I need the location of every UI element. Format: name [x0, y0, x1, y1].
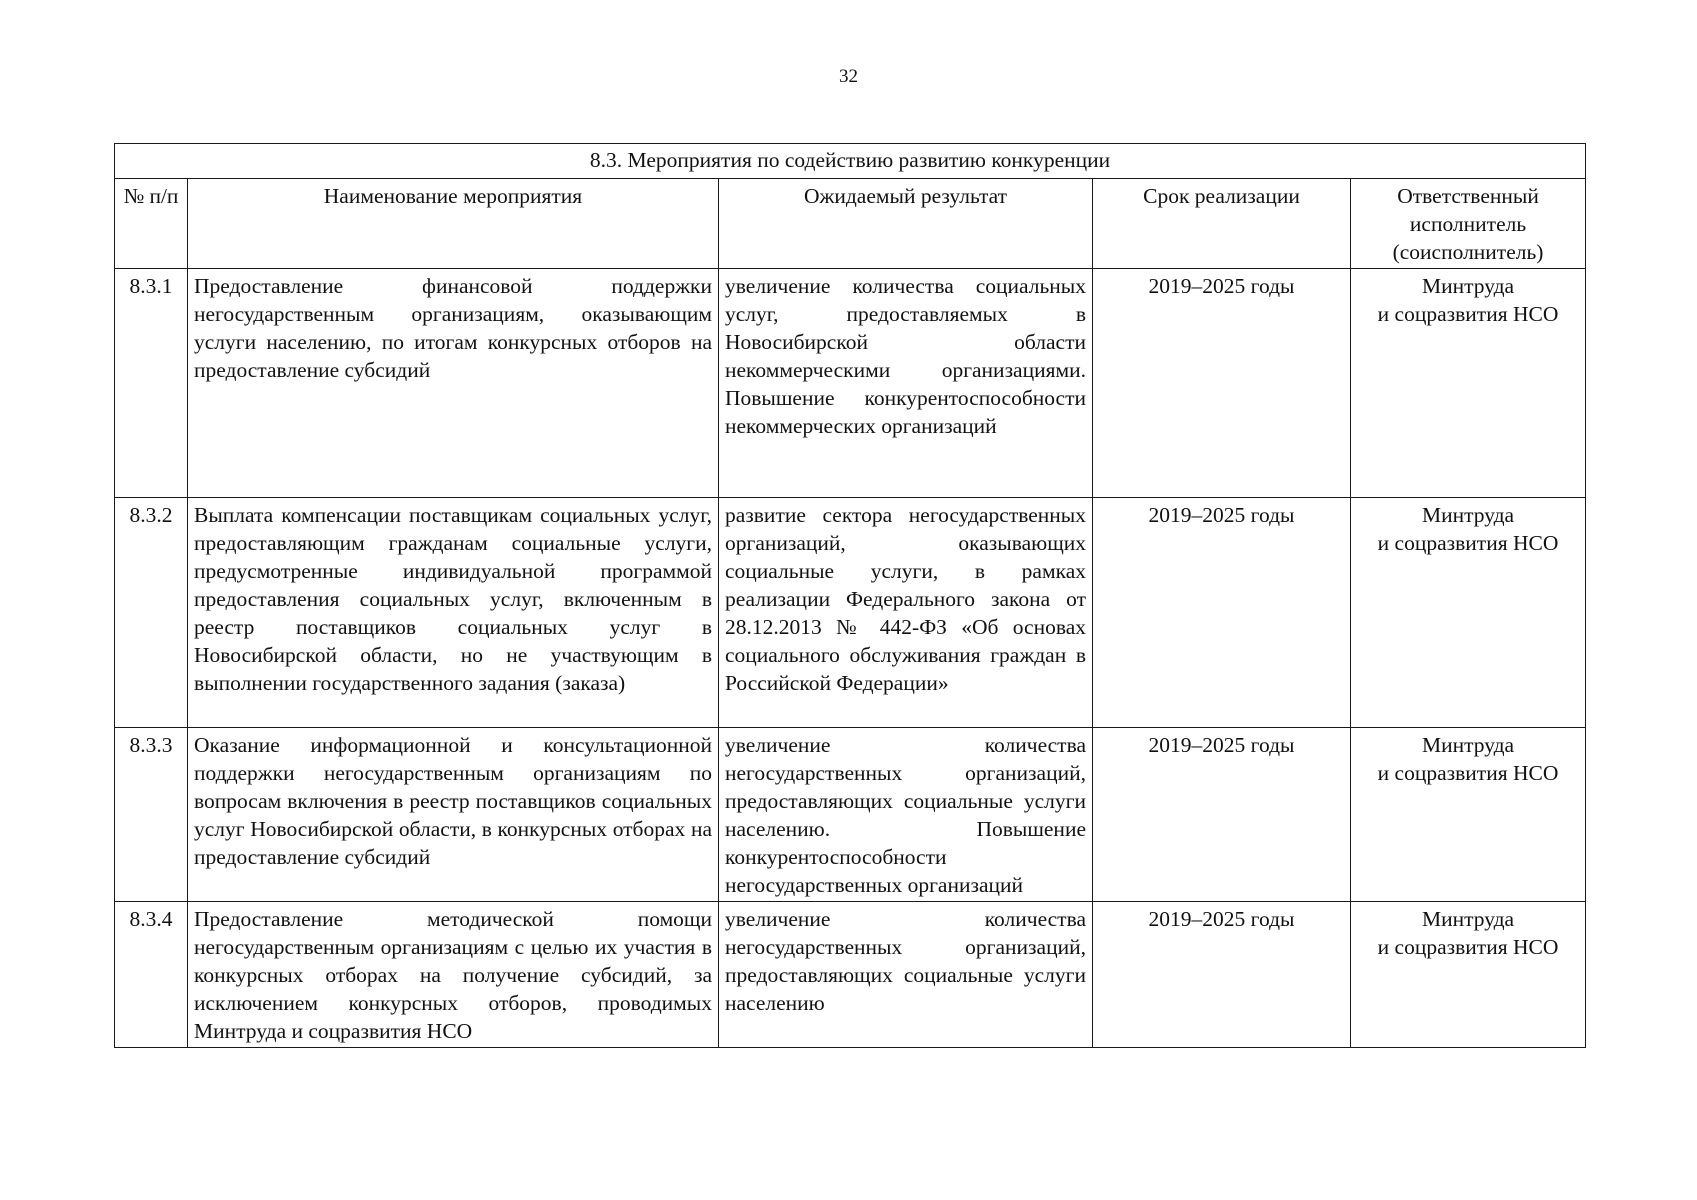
measures-table — [114, 143, 1586, 1048]
section-title-row — [115, 144, 1586, 179]
table-row — [115, 498, 1586, 728]
responsible-line-1: Минтруда — [1421, 733, 1515, 757]
page-number: 32 — [839, 66, 858, 87]
header-result: Ожидаемый результат — [719, 179, 1093, 269]
header-name: Наименование мероприятия — [188, 179, 719, 269]
responsible-executor — [1351, 269, 1586, 498]
measure-name: Выплата компенсации поставщикам социальных услуг, предоставляющим гражданам социальные услуги, предусмотренные индивидуальной программой предоставления социальных услуг, включенным в реестр поставщиков социальных услуг в Новосибирской области, но не участвующим в выполнении государственного задания (заказа) — [188, 498, 719, 728]
implementation-term: 2019–2025 годы — [1093, 498, 1351, 728]
responsible-line-1: Минтруда — [1421, 907, 1515, 931]
expected-result: увеличение количества социальных услуг, предоставляемых в Новосибирской области некоммерческими организациями. Повышение конкурентоспособности некоммерческих организаций — [719, 269, 1093, 498]
section-title: 8.3. Мероприятия по содействию развитию конкуренции — [115, 144, 1586, 179]
row-number: 8.3.1 — [115, 269, 188, 498]
header-term: Срок реализации — [1093, 179, 1351, 269]
measure-name: Оказание информационной и консультационной поддержки негосударственным организациям по вопросам включения в реестр поставщиков социальных услуг Новосибирской области, в конкурсных отборах на предоставление субсидий — [188, 728, 719, 902]
measure-name: Предоставление методической помощи негосударственным организациям с целью их участия в конкурсных отборах на получение субсидий, за исключением конкурсных отборов, проводимых Минтруда и соцразвития НСО — [188, 902, 719, 1048]
expected-result: развитие сектора негосударственных организаций, оказывающих социальные услуги, в рамках реализации Федерального закона от 28.12.2013 № 442-ФЗ «Об основах социального обслуживания граждан в Российской Федерации» — [719, 498, 1093, 728]
header-row — [115, 179, 1586, 269]
implementation-term: 2019–2025 годы — [1093, 902, 1351, 1048]
responsible-executor — [1351, 728, 1586, 902]
row-number: 8.3.3 — [115, 728, 188, 902]
responsible-line-1: Минтруда — [1421, 274, 1515, 298]
table-row — [115, 728, 1586, 902]
responsible-line-2: и соцразвития НСО — [1377, 935, 1559, 959]
row-number: 8.3.2 — [115, 498, 188, 728]
measure-name: Предоставление финансовой поддержки негосударственным организациям, оказывающим услуги населению, по итогам конкурсных отборов на предоставление субсидий — [188, 269, 719, 498]
expected-result: увеличение количества негосударственных организаций, предоставляющих социальные услуги населению. Повышение конкурентоспособности негосударственных организаций — [719, 728, 1093, 902]
table-row — [115, 269, 1586, 498]
responsible-line-1: Минтруда — [1421, 503, 1515, 527]
responsible-line-2: и соцразвития НСО — [1377, 302, 1559, 326]
responsible-line-2: и соцразвития НСО — [1377, 761, 1559, 785]
header-responsible: Ответственный исполнитель (соисполнитель) — [1351, 179, 1586, 269]
expected-result: увеличение количества негосударственных организаций, предоставляющих социальные услуги населению — [719, 902, 1093, 1048]
table-row — [115, 902, 1586, 1048]
implementation-term: 2019–2025 годы — [1093, 728, 1351, 902]
responsible-executor — [1351, 902, 1586, 1048]
header-num: № п/п — [115, 179, 188, 269]
responsible-executor — [1351, 498, 1586, 728]
responsible-line-2: и соцразвития НСО — [1377, 531, 1559, 555]
row-number: 8.3.4 — [115, 902, 188, 1048]
implementation-term: 2019–2025 годы — [1093, 269, 1351, 498]
